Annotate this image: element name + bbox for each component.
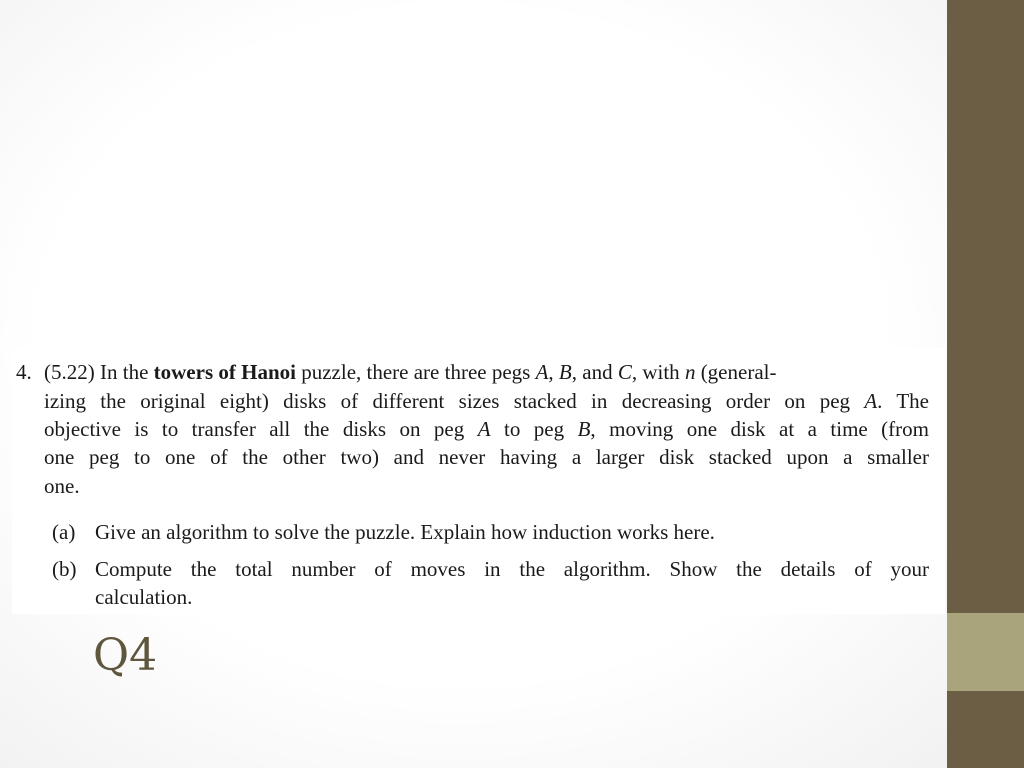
puzzle-name: towers of Hanoi bbox=[153, 360, 296, 384]
line2-end: . The bbox=[877, 389, 929, 413]
peg-a-symbol: A bbox=[477, 417, 491, 441]
line3-mid: to peg bbox=[490, 417, 578, 441]
peg-a-symbol: A bbox=[864, 389, 878, 413]
slide-title: Q4 bbox=[93, 630, 158, 681]
peg-a-symbol: A bbox=[535, 360, 549, 384]
line2-text: izing the original eight) disks of different sizes stacked in decreasing order on peg bbox=[44, 389, 865, 413]
part-a-text: Give an algorithm to solve the puzzle. Explain how induction works here. bbox=[95, 520, 715, 544]
question-line-4: one peg to one of the other two) and never having a larger disk stacked upon a smaller bbox=[44, 445, 929, 469]
question-number: 4. bbox=[16, 360, 32, 384]
part-a-label: (a) bbox=[52, 520, 76, 544]
question-line-2 bbox=[44, 387, 929, 415]
line1-part3: , with bbox=[631, 360, 685, 384]
line1-part2: puzzle, there are three pegs bbox=[295, 360, 536, 384]
part-b-text-line-1: Compute the total number of moves in the algorithm. Show the details of your bbox=[95, 557, 929, 581]
line1-sep1: , bbox=[548, 360, 559, 384]
question-image bbox=[12, 348, 945, 614]
n-symbol: n bbox=[684, 360, 696, 384]
line3-text: objective is to transfer all the disks on peg bbox=[44, 417, 478, 441]
line1-part1: (5.22) In the bbox=[44, 360, 154, 384]
question-line-3 bbox=[44, 415, 929, 443]
line3-end: , moving one disk at a time (from bbox=[590, 417, 929, 441]
part-b-text-line-2: calculation. bbox=[95, 585, 193, 609]
peg-c-symbol: C bbox=[617, 360, 632, 384]
question-line-5: one. bbox=[44, 474, 80, 498]
line1-sep2: , and bbox=[571, 360, 618, 384]
part-b-label: (b) bbox=[52, 557, 77, 581]
peg-b-symbol: B bbox=[558, 360, 572, 384]
line1-part4: (general- bbox=[695, 360, 777, 384]
side-bar-accent bbox=[947, 613, 1024, 691]
question-line-1 bbox=[44, 358, 933, 386]
peg-b-symbol: B bbox=[577, 417, 591, 441]
